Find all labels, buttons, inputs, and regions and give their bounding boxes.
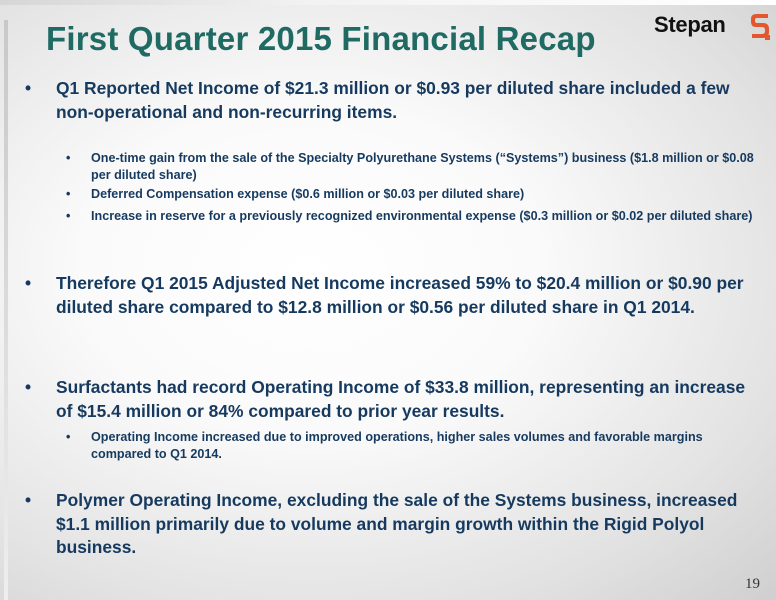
bullet-2 xyxy=(25,272,756,319)
sub-bullet-text: Increase in reserve for a previously recognized environmental expense ($0.3 million or $0.02 per diluted share) xyxy=(91,209,753,223)
bullet-1-sub-3 xyxy=(66,208,756,225)
bullet-3-text: Surfactants had record Operating Income of $33.8 million, representing an increase of $15.4 million or 84% compared to prior year results. xyxy=(56,377,746,421)
bullet-1 xyxy=(25,77,756,124)
sub-bullet-text: Deferred Compensation expense ($0.6 million or $0.03 per diluted share) xyxy=(91,187,525,201)
sub-bullet-text: Operating Income increased due to improved operations, higher sales volumes and favorable margins compared to Q1 2014. xyxy=(91,430,703,461)
sub-bullet-text: One-time gain from the sale of the Specialty Polyurethane Systems (“Systems”) business ($1.8 million or $0.08 per diluted share) xyxy=(91,151,754,182)
bullet-marker: • xyxy=(25,490,32,510)
bullet-1-sub-2 xyxy=(66,186,756,203)
sub-bullet-marker: • xyxy=(66,151,71,165)
bullet-2-text: Therefore Q1 2015 Adjusted Net Income increased 59% to $20.4 million or $0.90 per diluted share compared to $12.8 million or $0.56 per diluted share in Q1 2014. xyxy=(56,273,744,317)
sub-bullet-marker: • xyxy=(66,209,71,223)
slide-title: First Quarter 2015 Financial Recap xyxy=(46,20,596,57)
bullet-marker: • xyxy=(25,377,32,397)
bullet-1-text: Q1 Reported Net Income of $21.3 million or $0.93 per diluted share included a few non-operational and non-recurring items. xyxy=(56,78,730,122)
bullet-3-sub-1 xyxy=(66,429,756,462)
bullet-marker: • xyxy=(25,78,32,98)
bullet-1-sub-1 xyxy=(66,150,756,183)
bullet-3 xyxy=(25,376,756,423)
bullet-4 xyxy=(25,489,756,560)
sub-bullet-marker: • xyxy=(66,430,71,444)
page-number: 19 xyxy=(745,576,760,592)
sub-bullet-marker: • xyxy=(66,187,71,201)
bullet-marker: • xyxy=(25,273,32,293)
bullet-4-text: Polymer Operating Income, excluding the sale of the Systems business, increased $1.1 million primarily due to volume and margin growth within the Rigid Polyol business. xyxy=(56,490,738,557)
logo-text: Stepan xyxy=(654,12,726,37)
